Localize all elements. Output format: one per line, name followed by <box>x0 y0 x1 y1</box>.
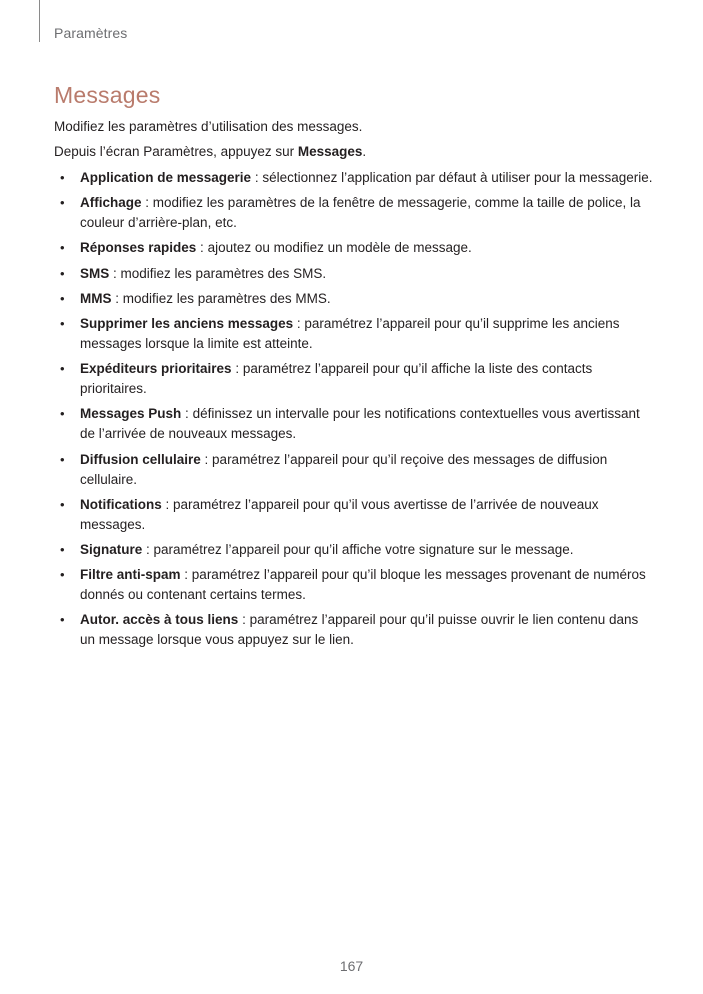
item-description: paramétrez l’appareil pour qu’il affiche la liste des contacts prioritaires. <box>80 361 593 397</box>
bullet-dot-icon: • <box>60 541 65 557</box>
item-separator: : <box>180 567 192 583</box>
list-item <box>54 610 654 650</box>
item-term: MMS <box>80 290 112 306</box>
item-separator: : <box>231 361 243 377</box>
bullet-dot-icon: • <box>60 406 65 422</box>
item-term: Autor. accès à tous liens <box>80 612 239 628</box>
page-number: 167 <box>339 958 364 974</box>
list-item <box>54 314 654 354</box>
item-description: définissez un intervalle pour les notifications contextuelles vous avertissant de l’arrivée de nouveaux messages. <box>80 406 640 442</box>
list-item <box>54 565 654 605</box>
item-separator: : <box>141 195 153 211</box>
item-separator: : <box>142 541 154 557</box>
list-item <box>54 450 654 490</box>
bullet-dot-icon: • <box>60 290 65 306</box>
bullet-dot-icon: • <box>60 170 65 185</box>
list-item <box>54 289 654 309</box>
instruction-target: Messages <box>297 144 363 159</box>
list-item <box>54 540 654 560</box>
bullet-dot-icon: • <box>60 496 65 512</box>
item-term: Filtre anti-spam <box>80 567 181 583</box>
bullet-dot-icon: • <box>60 240 65 256</box>
item-description: paramétrez l’appareil pour qu’il puisse ouvrir le lien contenu dans un message lorsque vous appuyez sur le lien. <box>80 612 639 648</box>
item-separator: : <box>238 612 250 628</box>
settings-list <box>54 168 654 655</box>
item-term: Signature <box>80 541 143 557</box>
item-term: Messages Push <box>80 406 182 422</box>
item-description: paramétrez l’appareil pour qu’il bloque les messages provenant de numéros donnés ou contenant certains termes. <box>80 567 646 603</box>
bullet-dot-icon: • <box>60 612 65 628</box>
list-item <box>54 168 654 188</box>
bullet-dot-icon: • <box>60 451 65 467</box>
instruction-prefix: Depuis l’écran Paramètres, appuyez sur <box>54 144 298 159</box>
item-separator: : <box>181 406 193 422</box>
bullet-dot-icon: • <box>60 195 65 211</box>
item-term: Application de messagerie <box>80 170 252 185</box>
item-term: Expéditeurs prioritaires <box>80 361 232 377</box>
item-term: Diffusion cellulaire <box>80 451 201 467</box>
bullet-dot-icon: • <box>60 265 65 281</box>
item-separator: : <box>293 315 305 331</box>
item-description: paramétrez l’appareil pour qu’il vous avertisse de l’arrivée de nouveaux messages. <box>80 496 599 532</box>
list-item <box>54 495 654 535</box>
bullet-dot-icon: • <box>60 361 65 377</box>
item-term: Affichage <box>80 195 142 211</box>
item-separator: : <box>200 451 213 467</box>
item-separator: : <box>111 290 123 306</box>
bullet-dot-icon: • <box>60 567 65 583</box>
intro-text: Modifiez les paramètres d’utilisation des messages. <box>54 119 363 134</box>
item-separator: : <box>251 170 263 185</box>
list-item <box>54 359 654 399</box>
instruction-suffix: . <box>362 144 367 159</box>
list-item <box>54 193 654 233</box>
navigation-instruction <box>54 142 366 162</box>
item-description: paramétrez l’appareil pour qu’il affiche votre signature sur le message. <box>153 541 574 557</box>
bullet-dot-icon: • <box>60 315 65 331</box>
item-term: SMS <box>80 265 110 281</box>
list-item <box>54 238 654 258</box>
page-title: Messages <box>54 82 161 108</box>
item-term: Réponses rapides <box>80 240 197 256</box>
section-header: Paramètres <box>54 25 128 41</box>
item-separator: : <box>109 265 121 281</box>
item-description: paramétrez l’appareil pour qu’il supprime les anciens messages lorsque la limite est atteinte. <box>80 315 620 351</box>
header-divider <box>39 0 40 42</box>
item-description: sélectionnez l’application par défaut à utiliser pour la messagerie. <box>262 170 653 185</box>
list-item <box>54 264 654 284</box>
item-description: modifiez les paramètres des SMS. <box>120 265 327 281</box>
list-item <box>54 404 654 444</box>
item-description: modifiez les paramètres de la fenêtre de messagerie, comme la taille de police, la couleur d’arrière-plan, etc. <box>80 195 641 231</box>
item-description: paramétrez l’appareil pour qu’il reçoive des messages de diffusion cellulaire. <box>80 451 608 487</box>
item-term: Supprimer les anciens messages <box>80 315 294 331</box>
item-separator: : <box>161 496 174 512</box>
item-separator: : <box>196 240 208 256</box>
item-description: ajoutez ou modifiez un modèle de message. <box>207 240 472 256</box>
item-description: modifiez les paramètres des MMS. <box>122 290 331 306</box>
item-term: Notifications <box>80 496 162 512</box>
